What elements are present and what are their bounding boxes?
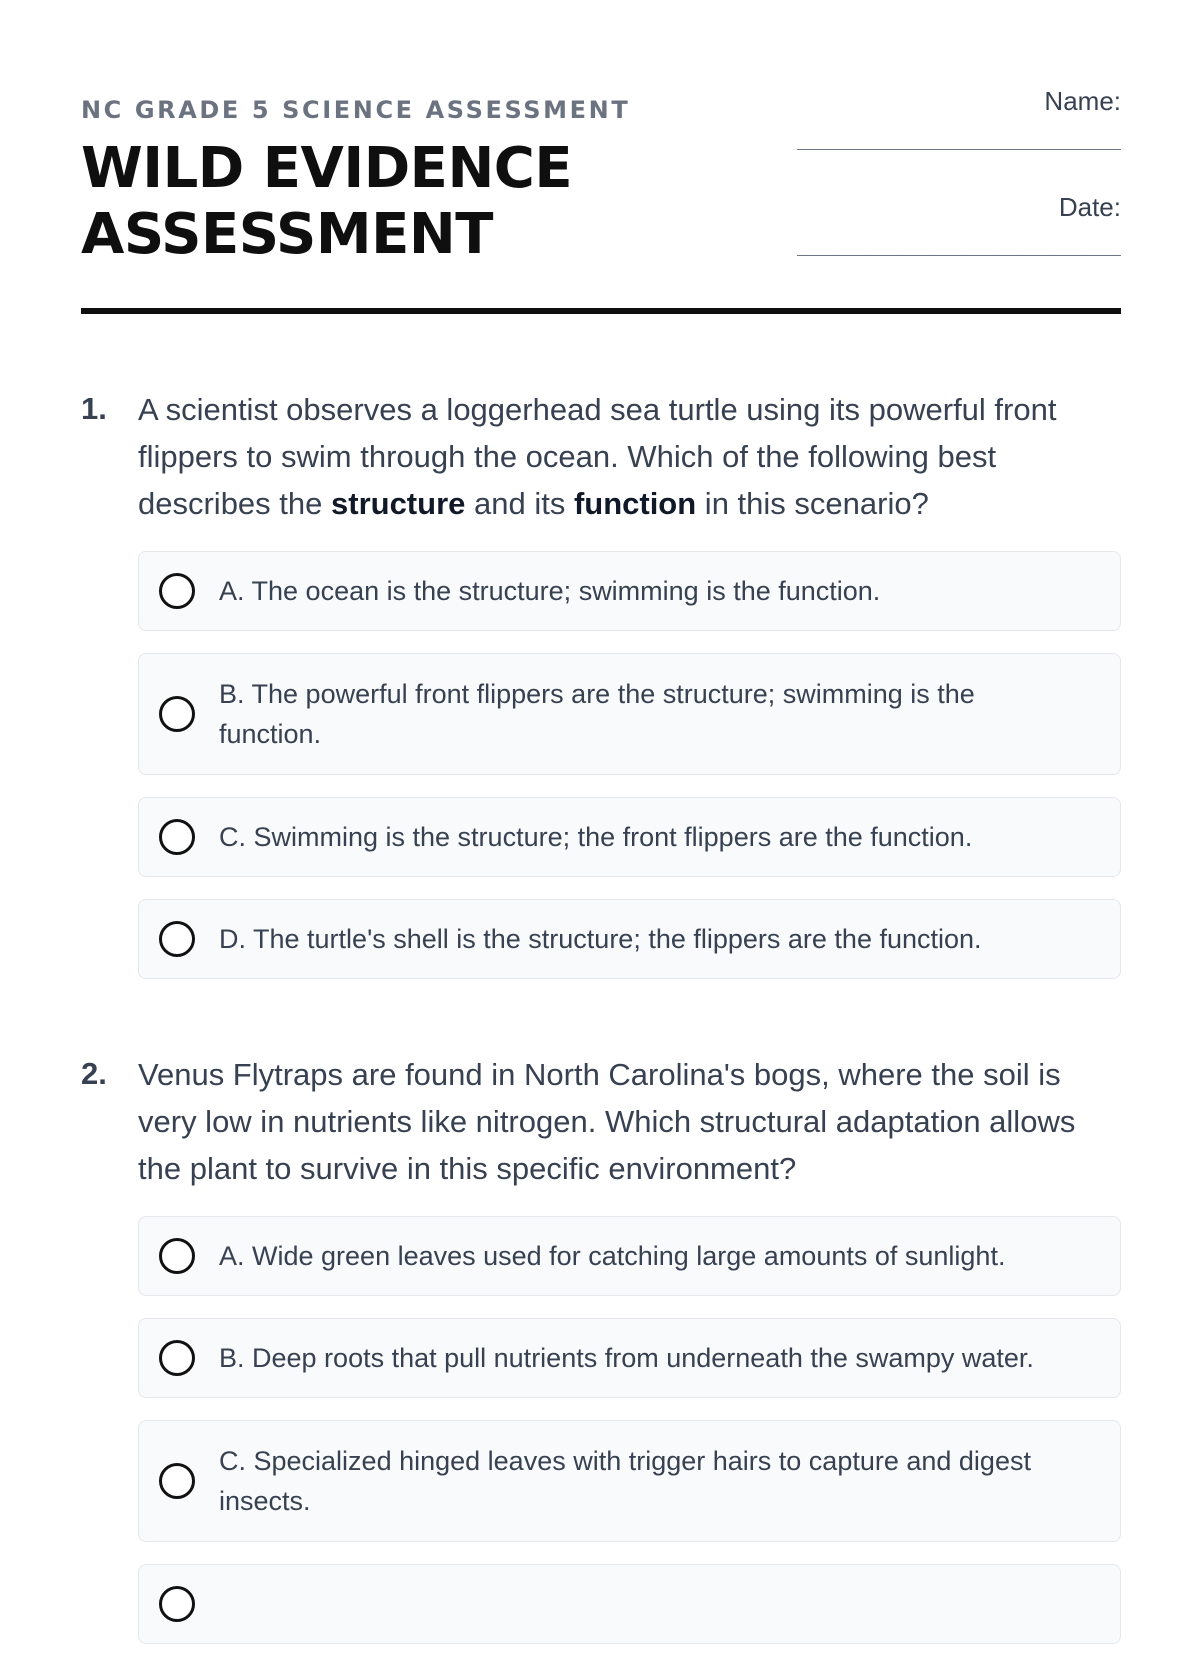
option-label: D. The turtle's shell is the structure; the flippers are the function. <box>219 924 982 954</box>
name-field[interactable]: ______________________________ <box>796 132 1121 155</box>
option-label: A. Wide green leaves used for catching large amounts of sunlight. <box>219 1241 1006 1271</box>
answer-option-b[interactable] <box>138 1318 1121 1398</box>
radio-circle-icon[interactable] <box>159 1238 195 1274</box>
question-number: 1. <box>81 391 107 426</box>
answer-option-d[interactable] <box>138 899 1121 979</box>
assessment-page <box>81 0 1121 1666</box>
answer-option-a[interactable] <box>138 551 1121 631</box>
option-label: C. Specialized hinged leaves with trigger hairs to capture and digest insects. <box>219 1446 1031 1516</box>
question-number: 2. <box>81 1056 107 1091</box>
page-title <box>81 136 721 268</box>
radio-circle-icon[interactable] <box>159 1586 195 1622</box>
option-label: B. Deep roots that pull nutrients from underneath the swampy water. <box>219 1343 1034 1373</box>
question-text: Venus Flytraps are found in North Carolina's bogs, where the soil is very low in nutrients like nitrogen. Which structural adaptation allows the plant to survive in this specific environment? <box>138 1057 1076 1186</box>
answer-option-d[interactable] <box>138 1564 1121 1644</box>
radio-circle-icon[interactable] <box>159 819 195 855</box>
option-label: C. Swimming is the structure; the front flippers are the function. <box>219 822 973 852</box>
date-field[interactable]: ______________________________ <box>796 238 1121 261</box>
question-1 <box>81 386 1121 979</box>
answer-options <box>138 1216 1121 1644</box>
answer-option-c[interactable] <box>138 797 1121 877</box>
bold-term-function: function <box>573 486 697 521</box>
answer-options <box>138 551 1121 979</box>
title-line-2: ASSESSMENT <box>81 202 493 267</box>
option-label: A. The ocean is the structure; swimming is the function. <box>219 576 881 606</box>
radio-circle-icon[interactable] <box>159 573 195 609</box>
assessment-header <box>81 0 1121 316</box>
student-info-fields <box>721 84 1121 296</box>
answer-option-a[interactable] <box>138 1216 1121 1296</box>
name-label: Name: <box>1044 86 1121 116</box>
header-divider <box>81 308 1121 314</box>
question-2 <box>81 1051 1121 1644</box>
bold-term-structure: structure <box>331 486 466 521</box>
title-line-1: WILD EVIDENCE <box>81 136 573 201</box>
radio-circle-icon[interactable] <box>159 1463 195 1499</box>
option-label: B. The powerful front flippers are the structure; swimming is the function. <box>219 679 975 749</box>
question-text-part: A scientist observes a loggerhead sea turtle using its powerful front flippers to swim through the ocean. Which of the following best describes the <box>138 392 1057 521</box>
question-text-part: and its <box>465 486 574 521</box>
answer-option-c[interactable] <box>138 1420 1121 1542</box>
radio-circle-icon[interactable] <box>159 1340 195 1376</box>
answer-option-b[interactable] <box>138 653 1121 775</box>
date-label: Date: <box>1058 192 1121 222</box>
question-text-part: in this scenario? <box>696 486 929 521</box>
assessment-subtitle: NC GRADE 5 SCIENCE ASSESSMENT <box>81 96 631 124</box>
question-text <box>138 386 1121 527</box>
radio-circle-icon[interactable] <box>159 921 195 957</box>
radio-circle-icon[interactable] <box>159 696 195 732</box>
